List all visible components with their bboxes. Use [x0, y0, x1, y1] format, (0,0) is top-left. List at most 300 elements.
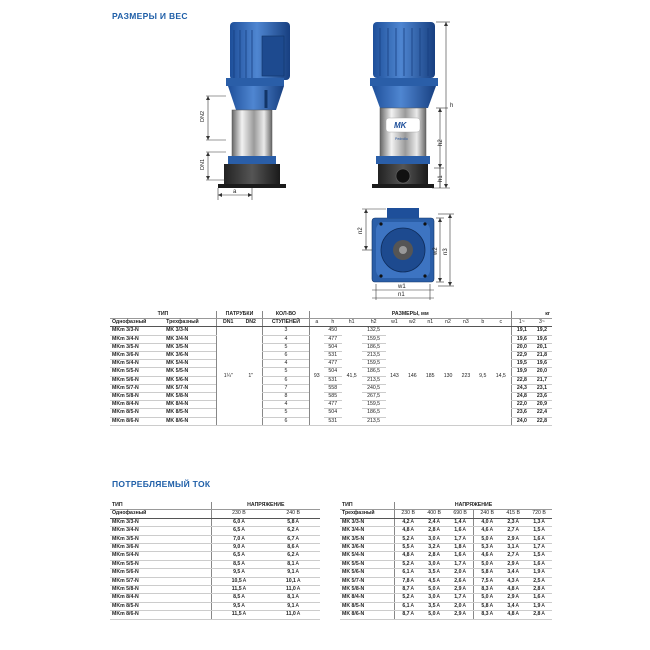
table-cell: 5,0A [474, 560, 501, 568]
table-cell: 4 [263, 360, 310, 368]
pump-front-view [370, 22, 438, 188]
table-cell: 22,8 [511, 376, 532, 384]
table-cell: 8,6A [266, 544, 320, 552]
header-kg: кг [511, 311, 552, 319]
table-cell: 9,5A [211, 602, 266, 610]
header-n2: n2 [439, 319, 457, 327]
table-cell: 11,5A [211, 586, 266, 594]
table-cell: 6,5A [211, 527, 266, 535]
table-cell: 6,2A [266, 527, 320, 535]
table-cell: MKm 3/4-N [110, 335, 164, 343]
table-cell: 7,5A [474, 577, 501, 585]
table-row [110, 602, 320, 610]
table-row [340, 535, 552, 543]
current-right-header-voltage: НАПРЯЖЕНИЕ [395, 502, 552, 510]
table-cell: 5,3A [474, 544, 501, 552]
current-table-three-phase [340, 502, 552, 620]
table-cell: 19,5 [511, 360, 532, 368]
table-cell: MKm 3/3-N [110, 518, 211, 526]
table-cell: MK 5/6-N [340, 569, 395, 577]
table-cell: MK 5/6-N [164, 376, 216, 384]
table-cell: 4,8A [395, 527, 422, 535]
table-cell: 1,9A [526, 569, 552, 577]
pump-base [224, 164, 280, 186]
table-cell: 24,3 [511, 384, 532, 392]
table-row [340, 611, 552, 619]
table-cell: MK 3/6-N [340, 544, 395, 552]
table-cell: 1,5A [526, 527, 552, 535]
table-cell: 1,3A [526, 518, 552, 526]
table-cell: 186,5 [362, 368, 386, 376]
table-cell: 8,1A [266, 594, 320, 602]
table-cell: 5 [263, 409, 310, 417]
table-cell: 531 [324, 352, 342, 360]
table-cell: 8,5A [211, 560, 266, 568]
current-left-header-voltage: НАПРЯЖЕНИЕ [211, 502, 320, 510]
table-cell: 9,0A [211, 544, 266, 552]
table-row [110, 586, 320, 594]
table-cell: MKm 5/8-N [110, 393, 164, 401]
table-cell: MK 3/5-N [340, 535, 395, 543]
current-left-header-single: Однофазный [110, 510, 211, 518]
table-cell: MKm 5/5-N [110, 368, 164, 376]
label-w2: w2 [433, 247, 439, 255]
table-cell: 2,8A [526, 611, 552, 619]
table-cell: 2,9A [500, 594, 526, 602]
table-cell: 21,7 [532, 376, 552, 384]
table-cell: MK 5/8-N [164, 393, 216, 401]
current-right-header-type: ТИП [340, 502, 395, 510]
current-right-header-720: 720 В [526, 510, 552, 518]
table-cell: MKm 8/4-N [110, 594, 211, 602]
table-cell: MK 8/4-N [164, 401, 216, 409]
table-cell: 3,5A [421, 602, 447, 610]
header-kg-3: 3~ [532, 319, 552, 327]
table-cell: 20,1 [532, 343, 552, 351]
table-cell: 585 [324, 393, 342, 401]
table-cell: MKm 5/7-N [110, 577, 211, 585]
label-dn2: DN2 [200, 110, 206, 122]
table-cell: 477 [324, 401, 342, 409]
table-cell: MKm 8/6-N [110, 611, 211, 619]
table-cell: 130 [439, 327, 457, 425]
table-cell: 213,5 [362, 352, 386, 360]
header-sizes: РАЗМЕРЫ, мм [309, 311, 511, 319]
header-stages: КОЛ-ВО [263, 311, 310, 319]
table-cell: 24,0 [511, 417, 532, 425]
table-cell: 223 [457, 327, 475, 425]
table-cell: MK 3/4-N [340, 527, 395, 535]
brand-text: Pedrollo [395, 137, 408, 141]
table-cell: 2,4A [421, 518, 447, 526]
label-a: a [233, 189, 237, 195]
table-cell: 1,6A [526, 594, 552, 602]
table-cell: MK 3/4-N [164, 335, 216, 343]
table-cell: 23,1 [532, 384, 552, 392]
table-cell: 5,5A [395, 544, 422, 552]
label-h1: h1 [438, 175, 444, 182]
table-row [110, 594, 320, 602]
header-a: a [309, 319, 324, 327]
table-cell: 5,0A [474, 535, 501, 543]
table-cell: 2,6A [447, 577, 474, 585]
table-cell: 2,9A [447, 586, 474, 594]
table-cell: 213,5 [362, 417, 386, 425]
table-cell: 4 [263, 401, 310, 409]
table-cell: 20,9 [532, 401, 552, 409]
table-cell: 2,3A [500, 518, 526, 526]
table-cell: 8,3A [474, 586, 501, 594]
table-cell: 5,2A [395, 560, 422, 568]
label-h2: h2 [438, 139, 444, 146]
label-n3: n3 [443, 248, 449, 255]
table-row [110, 518, 320, 526]
table-cell: MKm 5/7-N [110, 384, 164, 392]
table-cell: 19,6 [532, 360, 552, 368]
table-cell: MKm 5/6-N [110, 376, 164, 384]
table-cell: 159,5 [362, 401, 386, 409]
table-cell: 213,5 [362, 376, 386, 384]
table-cell: 132,5 [362, 327, 386, 335]
table-cell: 159,5 [362, 335, 386, 343]
table-row [110, 577, 320, 585]
table-cell: MK 5/5-N [340, 560, 395, 568]
table-cell: 3,0A [421, 560, 447, 568]
table-row [110, 535, 320, 543]
table-cell: 2,7A [500, 527, 526, 535]
table-cell: MKm 3/4-N [110, 527, 211, 535]
header-dn2: DN2 [239, 319, 262, 327]
table-cell: MKm 8/6-N [110, 417, 164, 425]
table-cell: MKm 5/4-N [110, 552, 211, 560]
table-cell: 1,6A [447, 527, 474, 535]
table-cell: 11,5A [211, 611, 266, 619]
table-cell: 41,5 [342, 327, 362, 425]
table-cell: 22,9 [511, 352, 532, 360]
table-cell: 10,1A [266, 577, 320, 585]
table-row [340, 552, 552, 560]
table-cell: 477 [324, 335, 342, 343]
table-cell: 1,7A [526, 544, 552, 552]
table-cell: MK 8/6-N [164, 417, 216, 425]
pump-sleeve [232, 110, 272, 158]
table-row [340, 560, 552, 568]
current-right-header-230: 230 В [395, 510, 422, 518]
table-cell: MK 8/5-N [164, 409, 216, 417]
header-kg-1: 1~ [511, 319, 532, 327]
table-cell: 19,6 [532, 335, 552, 343]
table-cell: MKm 3/3-N [110, 327, 164, 335]
table-cell: 6,7A [266, 535, 320, 543]
table-cell: 159,5 [362, 360, 386, 368]
table-cell: 24,8 [511, 393, 532, 401]
table-cell: MK 5/8-N [340, 586, 395, 594]
table-cell: 6,0A [211, 518, 266, 526]
table-cell: 8,7A [395, 611, 422, 619]
table-cell: MKm 8/5-N [110, 602, 211, 610]
current-left-header-240: 240 В [266, 510, 320, 518]
table-cell: 8,7A [395, 586, 422, 594]
table-cell: 1,6A [526, 535, 552, 543]
table-cell: 20,0 [532, 368, 552, 376]
table-cell: 5,8A [474, 602, 501, 610]
table-cell: 9,5A [211, 569, 266, 577]
current-right-header-415: 415 В [500, 510, 526, 518]
table-cell: 3 [263, 327, 310, 335]
table-cell: 1,7A [447, 535, 474, 543]
table-cell: 2,0A [447, 602, 474, 610]
table-row [110, 560, 320, 568]
table-cell: 5,0A [421, 611, 447, 619]
table-cell: 1,6A [526, 560, 552, 568]
table-cell: MKm 8/5-N [110, 409, 164, 417]
table-row [110, 544, 320, 552]
label-h: h [450, 103, 454, 109]
table-cell: 4,8A [395, 552, 422, 560]
table-cell: 2,8A [526, 586, 552, 594]
table-cell: 185 [421, 327, 439, 425]
current-right-header-400: 400 В [421, 510, 447, 518]
header-h: h [324, 319, 342, 327]
table-cell: 22,4 [532, 409, 552, 417]
logo-text: MK [394, 121, 407, 130]
table-cell: 14,5 [491, 327, 512, 425]
table-cell: 5 [263, 368, 310, 376]
table-cell: 2,8A [421, 527, 447, 535]
table-cell: 6 [263, 376, 310, 384]
table-cell: 6,1A [395, 602, 422, 610]
table-cell: 3,2A [421, 544, 447, 552]
label-n2: n2 [358, 227, 364, 234]
table-cell: 4,8A [500, 586, 526, 594]
header-type: ТИП [110, 311, 216, 319]
table-cell: MKm 3/6-N [110, 544, 211, 552]
table-cell: MK 5/5-N [164, 368, 216, 376]
label-w1: w1 [398, 284, 406, 290]
table-cell: 504 [324, 368, 342, 376]
table-cell: 9,5 [475, 327, 491, 425]
current-right-header-240: 240 В [474, 510, 501, 518]
table-row [340, 544, 552, 552]
dims-section-title: РАЗМЕРЫ И ВЕС [112, 11, 188, 21]
table-cell: 19,1 [511, 327, 532, 335]
table-cell: 5,0A [474, 594, 501, 602]
table-cell: 3,0A [421, 535, 447, 543]
table-cell: MK 5/4-N [164, 360, 216, 368]
table-cell: MK 5/7-N [340, 577, 395, 585]
table-row [340, 527, 552, 535]
table-cell: 22,8 [532, 417, 552, 425]
table-cell: 4,0A [474, 518, 501, 526]
table-cell: MK 3/3-N [340, 518, 395, 526]
table-cell: 2,9A [500, 535, 526, 543]
table-cell: MKm 5/8-N [110, 586, 211, 594]
table-cell: 5,0A [421, 586, 447, 594]
table-cell: MK 3/5-N [164, 343, 216, 351]
table-cell: 3,4A [500, 569, 526, 577]
table-cell: 1,5A [526, 552, 552, 560]
table-cell: MK 8/5-N [340, 602, 395, 610]
table-cell: 146 [403, 327, 421, 425]
table-cell: 8 [263, 393, 310, 401]
table-cell: 531 [324, 417, 342, 425]
table-cell: 23,6 [532, 393, 552, 401]
table-cell: 4,6A [474, 527, 501, 535]
table-cell: 7,0A [211, 535, 266, 543]
table-cell: 1,6A [447, 552, 474, 560]
table-cell: 9,1A [266, 569, 320, 577]
table-cell: MKm 8/4-N [110, 401, 164, 409]
table-cell: 558 [324, 384, 342, 392]
table-row [110, 552, 320, 560]
table-cell: 240,5 [362, 384, 386, 392]
table-cell: 9,1A [266, 602, 320, 610]
table-cell: 1,7A [447, 560, 474, 568]
table-cell: 11,0A [266, 586, 320, 594]
table-cell: MK 5/4-N [340, 552, 395, 560]
header-h1: h1 [342, 319, 362, 327]
table-cell: 450 [324, 327, 342, 335]
table-cell: 5,2A [395, 594, 422, 602]
table-cell: 6,5A [211, 552, 266, 560]
table-cell: 4,5A [421, 577, 447, 585]
table-cell: 8,3A [474, 611, 501, 619]
table-row [110, 527, 320, 535]
table-cell: 6 [263, 352, 310, 360]
table-cell: 6,2A [266, 552, 320, 560]
table-cell: 8,1A [266, 560, 320, 568]
table-row [110, 327, 552, 335]
pump-drawing [0, 0, 650, 310]
table-cell: MKm 3/5-N [110, 343, 164, 351]
table-cell: 5,8A [474, 569, 501, 577]
table-cell: 3,4A [500, 602, 526, 610]
table-row [340, 518, 552, 526]
table-cell: 4,3A [500, 577, 526, 585]
table-cell: MKm 5/5-N [110, 560, 211, 568]
table-cell: MK 3/3-N [164, 327, 216, 335]
pump-side-view [218, 22, 290, 188]
current-section-title: ПОТРЕБЛЯЕМЫЙ ТОК [112, 479, 211, 489]
table-cell: MKm 3/6-N [110, 352, 164, 360]
current-left-header-type: ТИП [110, 502, 211, 510]
table-cell: 5 [263, 343, 310, 351]
header-b: b [475, 319, 491, 327]
table-row [110, 569, 320, 577]
table-cell: 19,2 [532, 327, 552, 335]
table-row [340, 602, 552, 610]
header-single-phase: Однофазный [110, 319, 164, 327]
header-ports: ПАТРУБКИ [216, 311, 262, 319]
header-n3: n3 [457, 319, 475, 327]
table-cell: MK 5/7-N [164, 384, 216, 392]
table-cell: MKm 5/4-N [110, 360, 164, 368]
label-n1: n1 [398, 292, 405, 298]
table-cell: 23,6 [511, 409, 532, 417]
table-cell: 3,0A [421, 594, 447, 602]
header-stages-2: СТУПЕНЕЙ [263, 319, 310, 327]
table-cell: 504 [324, 409, 342, 417]
dimensions-table [110, 311, 552, 426]
table-cell: 186,5 [362, 409, 386, 417]
header-c: c [491, 319, 512, 327]
table-cell: 2,9A [447, 611, 474, 619]
table-cell: 93 [309, 327, 324, 425]
table-cell: 19,9 [511, 368, 532, 376]
table-row [340, 569, 552, 577]
table-cell: 21,8 [532, 352, 552, 360]
table-cell: 4,2A [395, 518, 422, 526]
table-cell: 1,4A [447, 518, 474, 526]
table-cell: 1,8A [447, 544, 474, 552]
table-row [110, 611, 320, 619]
header-dn1: DN1 [216, 319, 239, 327]
table-cell: MK 3/6-N [164, 352, 216, 360]
table-cell: 19,6 [511, 335, 532, 343]
table-cell: 186,5 [362, 343, 386, 351]
table-cell: 10,5A [211, 577, 266, 585]
table-cell: 22,0 [511, 401, 532, 409]
table-cell: 6 [263, 417, 310, 425]
table-cell: 2,5A [526, 577, 552, 585]
pump-top-view [372, 208, 434, 282]
table-cell: 7 [263, 384, 310, 392]
table-cell: MKm 3/5-N [110, 535, 211, 543]
table-row [340, 594, 552, 602]
table-cell: 477 [324, 360, 342, 368]
table-cell: 5,8A [266, 518, 320, 526]
label-dn1: DN1 [200, 158, 206, 170]
table-cell: 20,0 [511, 343, 532, 351]
table-cell: 1,9A [526, 602, 552, 610]
table-cell: 143 [386, 327, 404, 425]
table-row [340, 577, 552, 585]
current-left-header-230: 230 В [211, 510, 266, 518]
table-cell: 2,8A [421, 552, 447, 560]
header-three-phase: Трехфазный [164, 319, 216, 327]
table-cell: 1,7A [447, 594, 474, 602]
header-w1: w1 [386, 319, 404, 327]
header-h2: h2 [362, 319, 386, 327]
table-cell: 7,8A [395, 577, 422, 585]
table-cell: 8,5A [211, 594, 266, 602]
table-cell: 5,2A [395, 535, 422, 543]
header-w2: w2 [403, 319, 421, 327]
table-cell: 2,9A [500, 560, 526, 568]
table-cell: 3,5A [421, 569, 447, 577]
table-cell: MK 8/4-N [340, 594, 395, 602]
table-cell: 4,8A [500, 611, 526, 619]
table-cell: 531 [324, 376, 342, 384]
table-cell: 1¼" [216, 327, 239, 425]
table-cell: 2,0A [447, 569, 474, 577]
table-cell: 1" [239, 327, 262, 425]
table-cell: 11,0A [266, 611, 320, 619]
current-table-single-phase [110, 502, 320, 620]
current-right-header-690: 690 В [447, 510, 474, 518]
table-cell: 2,7A [500, 552, 526, 560]
table-cell: 4,6A [474, 552, 501, 560]
table-cell: MK 8/6-N [340, 611, 395, 619]
table-cell: 504 [324, 343, 342, 351]
table-cell: 4 [263, 335, 310, 343]
header-n1: n1 [421, 319, 439, 327]
table-cell: 267,5 [362, 393, 386, 401]
table-cell: MKm 5/6-N [110, 569, 211, 577]
table-row [340, 586, 552, 594]
table-cell: 6,1A [395, 569, 422, 577]
current-right-header-three: Трехфазный [340, 510, 395, 518]
